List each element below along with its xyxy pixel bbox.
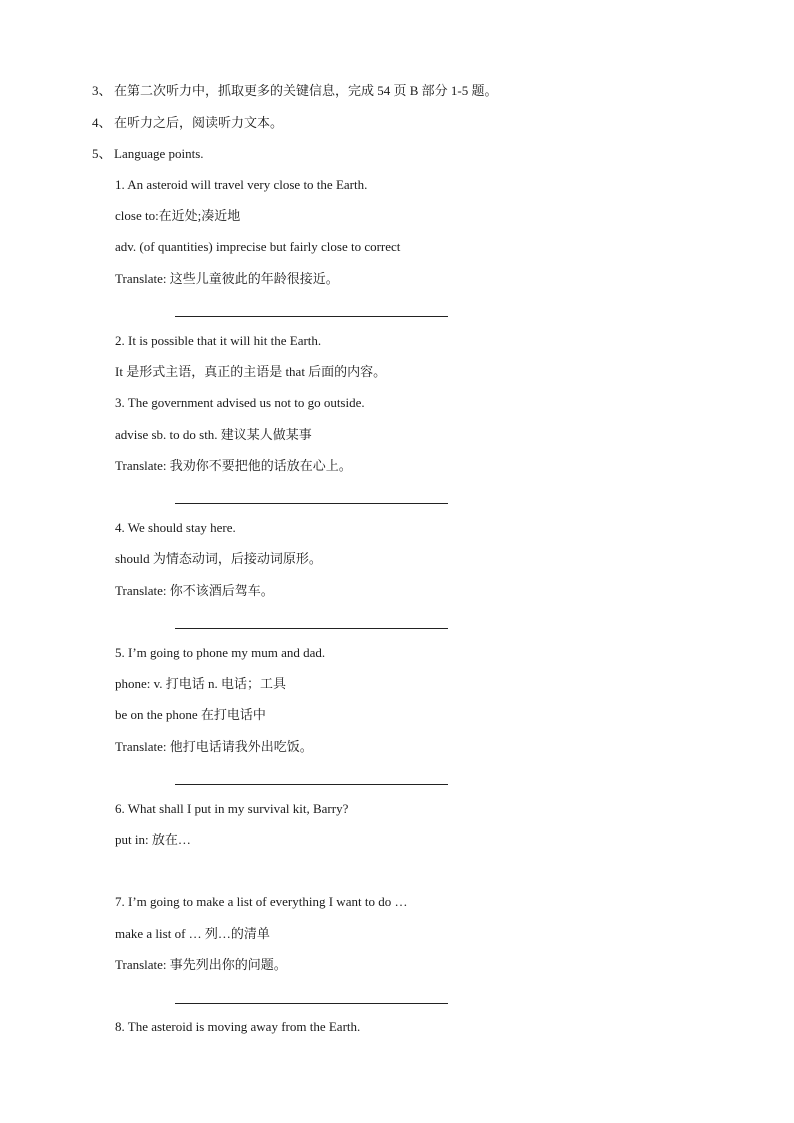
point-6-phrase: put in: 放在… [115,832,191,847]
answer-blank[interactable] [175,1003,448,1004]
point-6-sentence: 6. What shall I put in my survival kit, Barry? [115,801,349,816]
answer-blank[interactable] [175,316,448,317]
point-4-note: should 为情态动词，后接动词原形。 [115,551,322,566]
step-number: 4、 [92,115,112,130]
point-1-translate: Translate: 这些儿童彼此的年龄很接近。 [115,271,339,286]
step-number: 5、 [92,146,112,161]
point-1-sentence: 1. An asteroid will travel very close to the Earth. [115,177,368,192]
point-3-translate: Translate: 我劝你不要把他的话放在心上。 [115,458,352,473]
point-5-sentence: 5. I’m going to phone my mum and dad. [115,645,326,660]
point-7-sentence: 7. I’m going to make a list of everything I want to do … [115,894,408,909]
answer-blank[interactable] [175,503,448,504]
answer-blank[interactable] [175,784,448,785]
step-text: 在听力之后，阅读听力文本。 [114,115,284,130]
point-4-translate: Translate: 你不该酒后驾车。 [115,583,274,598]
point-3-sentence: 3. The government advised us not to go outside. [115,395,365,410]
step-text: 在第二次听力中，抓取更多的关键信息，完成 54 页 B 部分 1-5 题。 [114,83,498,98]
point-8-sentence: 8. The asteroid is moving away from the Earth. [115,1019,361,1034]
point-5-phrase-2: be on the phone 在打电话中 [115,707,266,722]
point-4-sentence: 4. We should stay here. [115,520,236,535]
answer-blank[interactable] [175,628,448,629]
point-5-translate: Translate: 他打电话请我外出吃饭。 [115,739,313,754]
point-7-translate: Translate: 事先列出你的问题。 [115,957,287,972]
point-1-definition: adv. (of quantities) imprecise but fairly close to correct [115,239,401,254]
point-5-phrase: phone: v. 打电话 n. 电话；工具 [115,676,287,691]
point-2-note: It 是形式主语，真正的主语是 that 后面的内容。 [115,364,387,379]
point-3-phrase: advise sb. to do sth. 建议某人做某事 [115,427,312,442]
point-1-phrase: close to:在近处;凑近地 [115,208,241,223]
point-7-phrase: make a list of … 列…的清单 [115,926,270,941]
step-text: Language points. [114,146,204,161]
step-number: 3、 [92,83,112,98]
point-2-sentence: 2. It is possible that it will hit the Earth. [115,333,322,348]
